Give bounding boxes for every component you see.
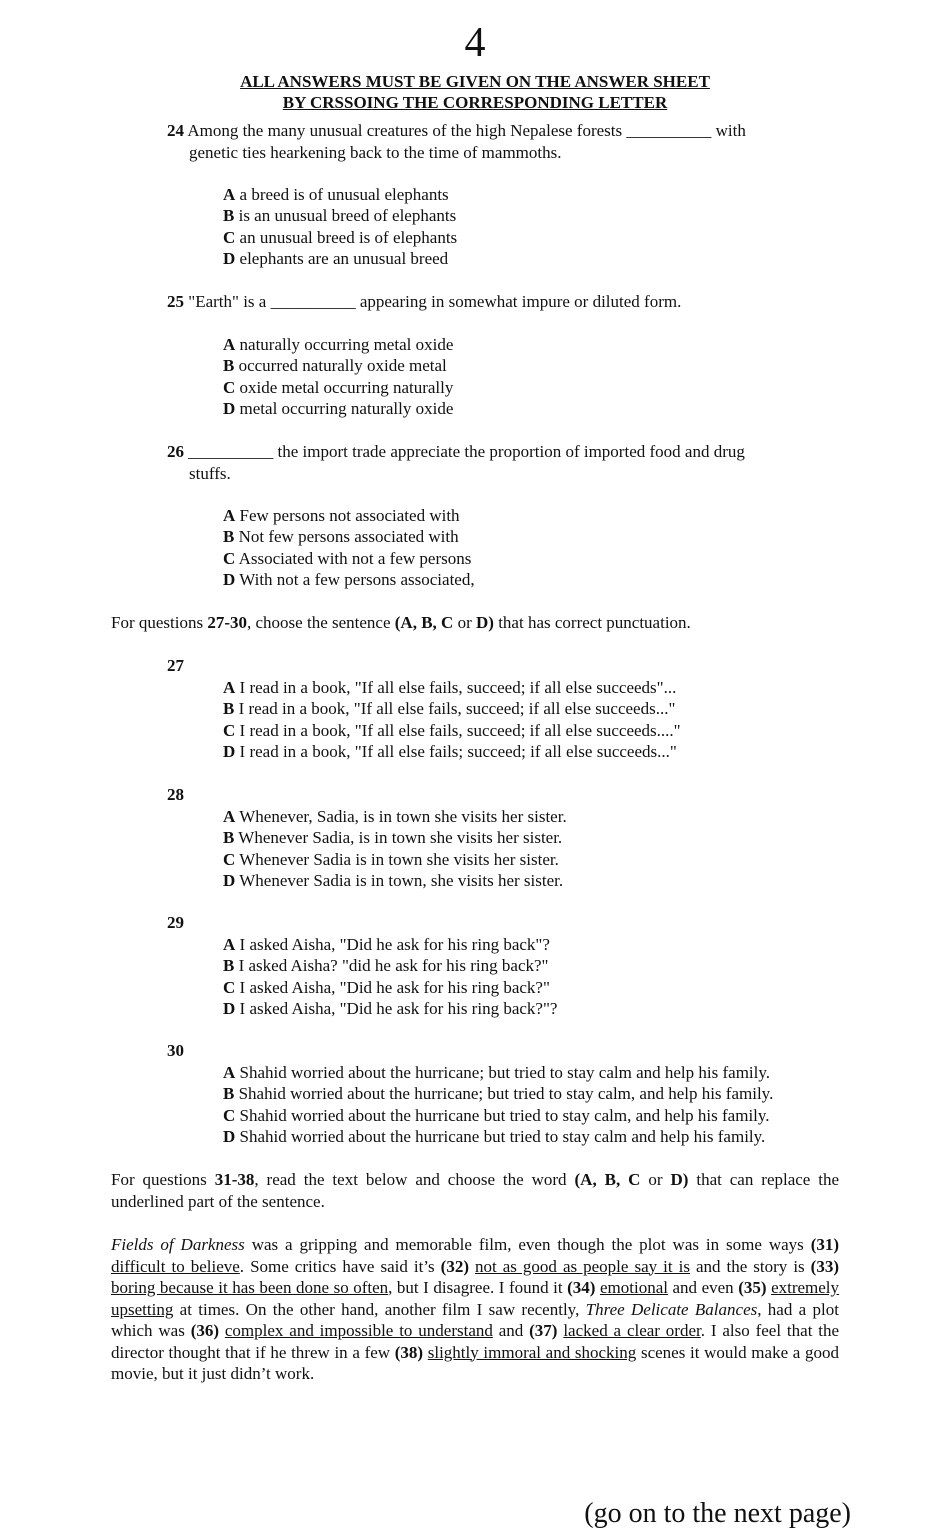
option-text: I read in a book, "If all else fails, succeed; if all else succeeds..." xyxy=(238,699,676,719)
underlined-phrase: not as good as people say it is xyxy=(475,1256,690,1276)
question-text: appearing in somewhat impure or diluted form. xyxy=(359,292,682,311)
option xyxy=(223,998,557,1019)
option-letter: B xyxy=(223,699,235,719)
footer-next-page: (go on to the next page) xyxy=(584,1498,851,1529)
option-text: I asked Aisha, "Did he ask for his ring back"? xyxy=(239,935,550,954)
option xyxy=(223,184,457,205)
passage-text: . Some critics have said it’s xyxy=(239,1256,435,1276)
option xyxy=(223,569,475,590)
question-text: Among the many unusual creatures of the high Nepalese forests xyxy=(187,121,623,140)
question-text: "Earth" is a xyxy=(188,292,267,311)
question-25 xyxy=(167,291,839,313)
question-26 xyxy=(167,441,839,484)
answer-blank: __________ xyxy=(626,121,712,140)
options-29 xyxy=(223,934,557,1020)
option-text: Shahid worried about the hurricane but tried to stay calm and help his family. xyxy=(239,1127,766,1147)
question-text: genetic ties hearkening back to the time of mammoths. xyxy=(189,142,562,162)
option-text: occurred naturally oxide metal xyxy=(238,356,447,376)
passage-text: and xyxy=(498,1321,524,1340)
option-letter: D xyxy=(223,1127,236,1147)
blank-number: (33) xyxy=(810,1256,839,1276)
option-text: With not a few persons associated, xyxy=(239,570,475,590)
underlined-phrase: complex and impossible to understand xyxy=(224,1321,493,1340)
choice-letters: (A, B, C xyxy=(394,613,454,632)
instruction-31-38 xyxy=(111,1169,839,1212)
option-letter: A xyxy=(223,678,236,697)
option-letter: C xyxy=(223,849,236,869)
option xyxy=(223,955,557,976)
header-line-2: BY CRSSOING THE CORRESPONDING LETTER xyxy=(282,93,668,112)
option xyxy=(223,398,453,419)
option-text: I read in a book, "If all else fails, succeed; if all else succeeds...." xyxy=(239,720,681,740)
question-text: with xyxy=(715,121,746,140)
option-letter: B xyxy=(223,828,235,848)
passage-text: , had a plot which was xyxy=(111,1299,839,1340)
passage-text: and even xyxy=(672,1278,734,1297)
blank-number: (38) xyxy=(394,1342,424,1362)
option-letter: A xyxy=(223,807,236,826)
instruction-text: or xyxy=(457,613,472,632)
option-letter: A xyxy=(223,335,236,354)
blank-number: (36) xyxy=(190,1321,220,1340)
question-range: 31-38 xyxy=(214,1170,255,1189)
page-number: 4 xyxy=(464,20,486,66)
underlined-phrase: lacked a clear order xyxy=(563,1321,701,1340)
option-letter: A xyxy=(223,185,236,204)
option-text: naturally occurring metal oxide xyxy=(239,335,454,354)
option-letter: C xyxy=(223,377,236,397)
question-number-27: 27 xyxy=(167,656,184,675)
question-24 xyxy=(167,120,839,163)
blank-number: (32) xyxy=(440,1256,469,1276)
option xyxy=(223,548,475,569)
option xyxy=(223,1083,773,1104)
option-letter: C xyxy=(223,1105,236,1125)
passage-text: , but I disagree. I found it xyxy=(388,1278,563,1297)
question-number-29: 29 xyxy=(167,913,184,932)
blank-number: (34) xyxy=(567,1278,596,1297)
option-letter: C xyxy=(223,227,236,247)
option-text: Associated with not a few persons xyxy=(238,548,472,568)
option-letter: D xyxy=(223,249,236,269)
option-letter: C xyxy=(223,977,236,997)
option xyxy=(223,806,567,827)
option xyxy=(223,1126,773,1147)
option-text: Whenever Sadia, is in town she visits her sister. xyxy=(238,828,563,848)
option-letter: C xyxy=(223,548,236,568)
instruction-text: or xyxy=(648,1170,663,1189)
option xyxy=(223,741,681,762)
option xyxy=(223,1062,773,1083)
option-text: a breed is of unusual elephants xyxy=(239,185,449,204)
option xyxy=(223,934,557,955)
option xyxy=(223,849,567,870)
underlined-phrase: slightly immoral and shocking xyxy=(427,1342,637,1362)
passage-text: at times. On the other hand, another film I saw recently, xyxy=(179,1299,580,1319)
question-number: 26 xyxy=(167,442,184,461)
option xyxy=(223,505,475,526)
option-text: Whenever, Sadia, is in town she visits her sister. xyxy=(239,807,567,826)
question-text: the import trade appreciate the proportion of imported food and drug xyxy=(277,442,745,461)
option xyxy=(223,377,453,398)
passage-text: . I also feel that the director thought that if he threw in a few xyxy=(111,1321,840,1362)
option xyxy=(223,248,457,269)
passage-text: scenes it would make a good movie, but it just didn’t work. xyxy=(111,1342,839,1383)
option-letter: B xyxy=(223,956,235,976)
option xyxy=(223,870,567,891)
option-letter: B xyxy=(223,356,235,376)
option-text: I read in a book, "If all else fails, succeed; if all else succeeds"... xyxy=(239,678,677,697)
underlined-phrase: boring because it has been done so often xyxy=(111,1278,389,1297)
instruction-text: that has correct punctuation. xyxy=(498,613,691,632)
option xyxy=(223,677,681,698)
choice-letters: D) xyxy=(670,1170,689,1189)
option-text: is an unusual breed of elephants xyxy=(238,206,457,226)
choice-letters: D) xyxy=(476,613,494,632)
options-26 xyxy=(223,505,475,591)
option xyxy=(223,227,457,248)
option-text: Whenever Sadia is in town she visits her sister. xyxy=(239,849,559,869)
option xyxy=(223,526,475,547)
option-text: I asked Aisha, "Did he ask for his ring back?" xyxy=(239,977,550,997)
options-28 xyxy=(223,806,567,892)
options-25 xyxy=(223,334,453,420)
instruction-text: , choose the sentence xyxy=(247,613,391,632)
passage-text: and the story is xyxy=(695,1256,805,1276)
instruction-text: that can replace the underlined part of the sentence. xyxy=(111,1170,840,1211)
passage-text: was a gripping and memorable film, even though the plot was in some ways xyxy=(251,1235,804,1254)
answer-blank: __________ xyxy=(188,442,274,461)
option-letter: A xyxy=(223,935,236,954)
instruction-text: For questions xyxy=(111,613,204,632)
blank-number: (31) xyxy=(810,1235,840,1254)
option xyxy=(223,355,453,376)
option xyxy=(223,977,557,998)
instruction-text: , read the text below and choose the word xyxy=(254,1170,567,1189)
question-number: 25 xyxy=(167,292,184,311)
options-30 xyxy=(223,1062,773,1148)
option xyxy=(223,827,567,848)
underlined-phrase: emotional xyxy=(599,1278,668,1297)
option xyxy=(223,698,681,719)
option-text: oxide metal occurring naturally xyxy=(239,377,454,397)
film-title: Three Delicate Balances xyxy=(585,1299,758,1319)
option-text: metal occurring naturally oxide xyxy=(239,399,454,419)
option-text: Shahid worried about the hurricane; but tried to stay calm, and help his family. xyxy=(238,1084,774,1104)
option-text: Whenever Sadia is in town, she visits her sister. xyxy=(239,871,564,891)
option-letter: A xyxy=(223,1063,236,1082)
blank-number: (35) xyxy=(738,1278,767,1297)
option xyxy=(223,205,457,226)
option-letter: B xyxy=(223,1084,235,1104)
header-line-1: ALL ANSWERS MUST BE GIVEN ON THE ANSWER SHEET xyxy=(240,72,710,91)
question-number: 24 xyxy=(167,121,184,140)
option-letter: A xyxy=(223,506,236,525)
option-letter: B xyxy=(223,206,235,226)
option xyxy=(223,720,681,741)
option-text: I asked Aisha, "Did he ask for his ring back?"? xyxy=(239,999,558,1019)
options-24 xyxy=(223,184,457,270)
reading-passage xyxy=(111,1234,839,1385)
option-text: Shahid worried about the hurricane but tried to stay calm, and help his family. xyxy=(239,1105,770,1125)
option-text: I asked Aisha? "did he ask for his ring back?" xyxy=(238,956,549,976)
option-letter: B xyxy=(223,527,235,547)
instruction-text: For questions xyxy=(111,1170,207,1189)
question-number-30: 30 xyxy=(167,1041,184,1060)
option-text: Few persons not associated with xyxy=(239,506,460,525)
option-text: elephants are an unusual breed xyxy=(239,249,449,269)
options-27 xyxy=(223,677,681,763)
choice-letters: (A, B, C xyxy=(574,1170,641,1189)
question-number-28: 28 xyxy=(167,785,184,804)
option xyxy=(223,1105,773,1126)
instruction-27-30 xyxy=(111,612,839,634)
blank-number: (37) xyxy=(529,1321,558,1340)
question-text: stuffs. xyxy=(189,463,231,483)
answer-blank: __________ xyxy=(270,292,356,311)
option-letter: D xyxy=(223,999,236,1019)
option-text: Not few persons associated with xyxy=(238,527,459,547)
option-letter: D xyxy=(223,570,236,590)
option-text: Shahid worried about the hurricane; but tried to stay calm and help his family. xyxy=(239,1063,771,1082)
underlined-phrase: difficult to believe xyxy=(111,1256,240,1276)
option-letter: D xyxy=(223,871,236,891)
option-letter: D xyxy=(223,399,236,419)
option-text: I read in a book, "If all else fails; succeed; if all else succeeds..." xyxy=(239,742,677,762)
question-range: 27-30 xyxy=(207,613,248,632)
option xyxy=(223,334,453,355)
option-letter: C xyxy=(223,720,236,740)
option-text: an unusual breed is of elephants xyxy=(239,227,458,247)
underlined-phrase: extremely upsetting xyxy=(111,1278,840,1319)
option-letter: D xyxy=(223,742,236,762)
film-title: Fields of Darkness xyxy=(111,1235,245,1254)
